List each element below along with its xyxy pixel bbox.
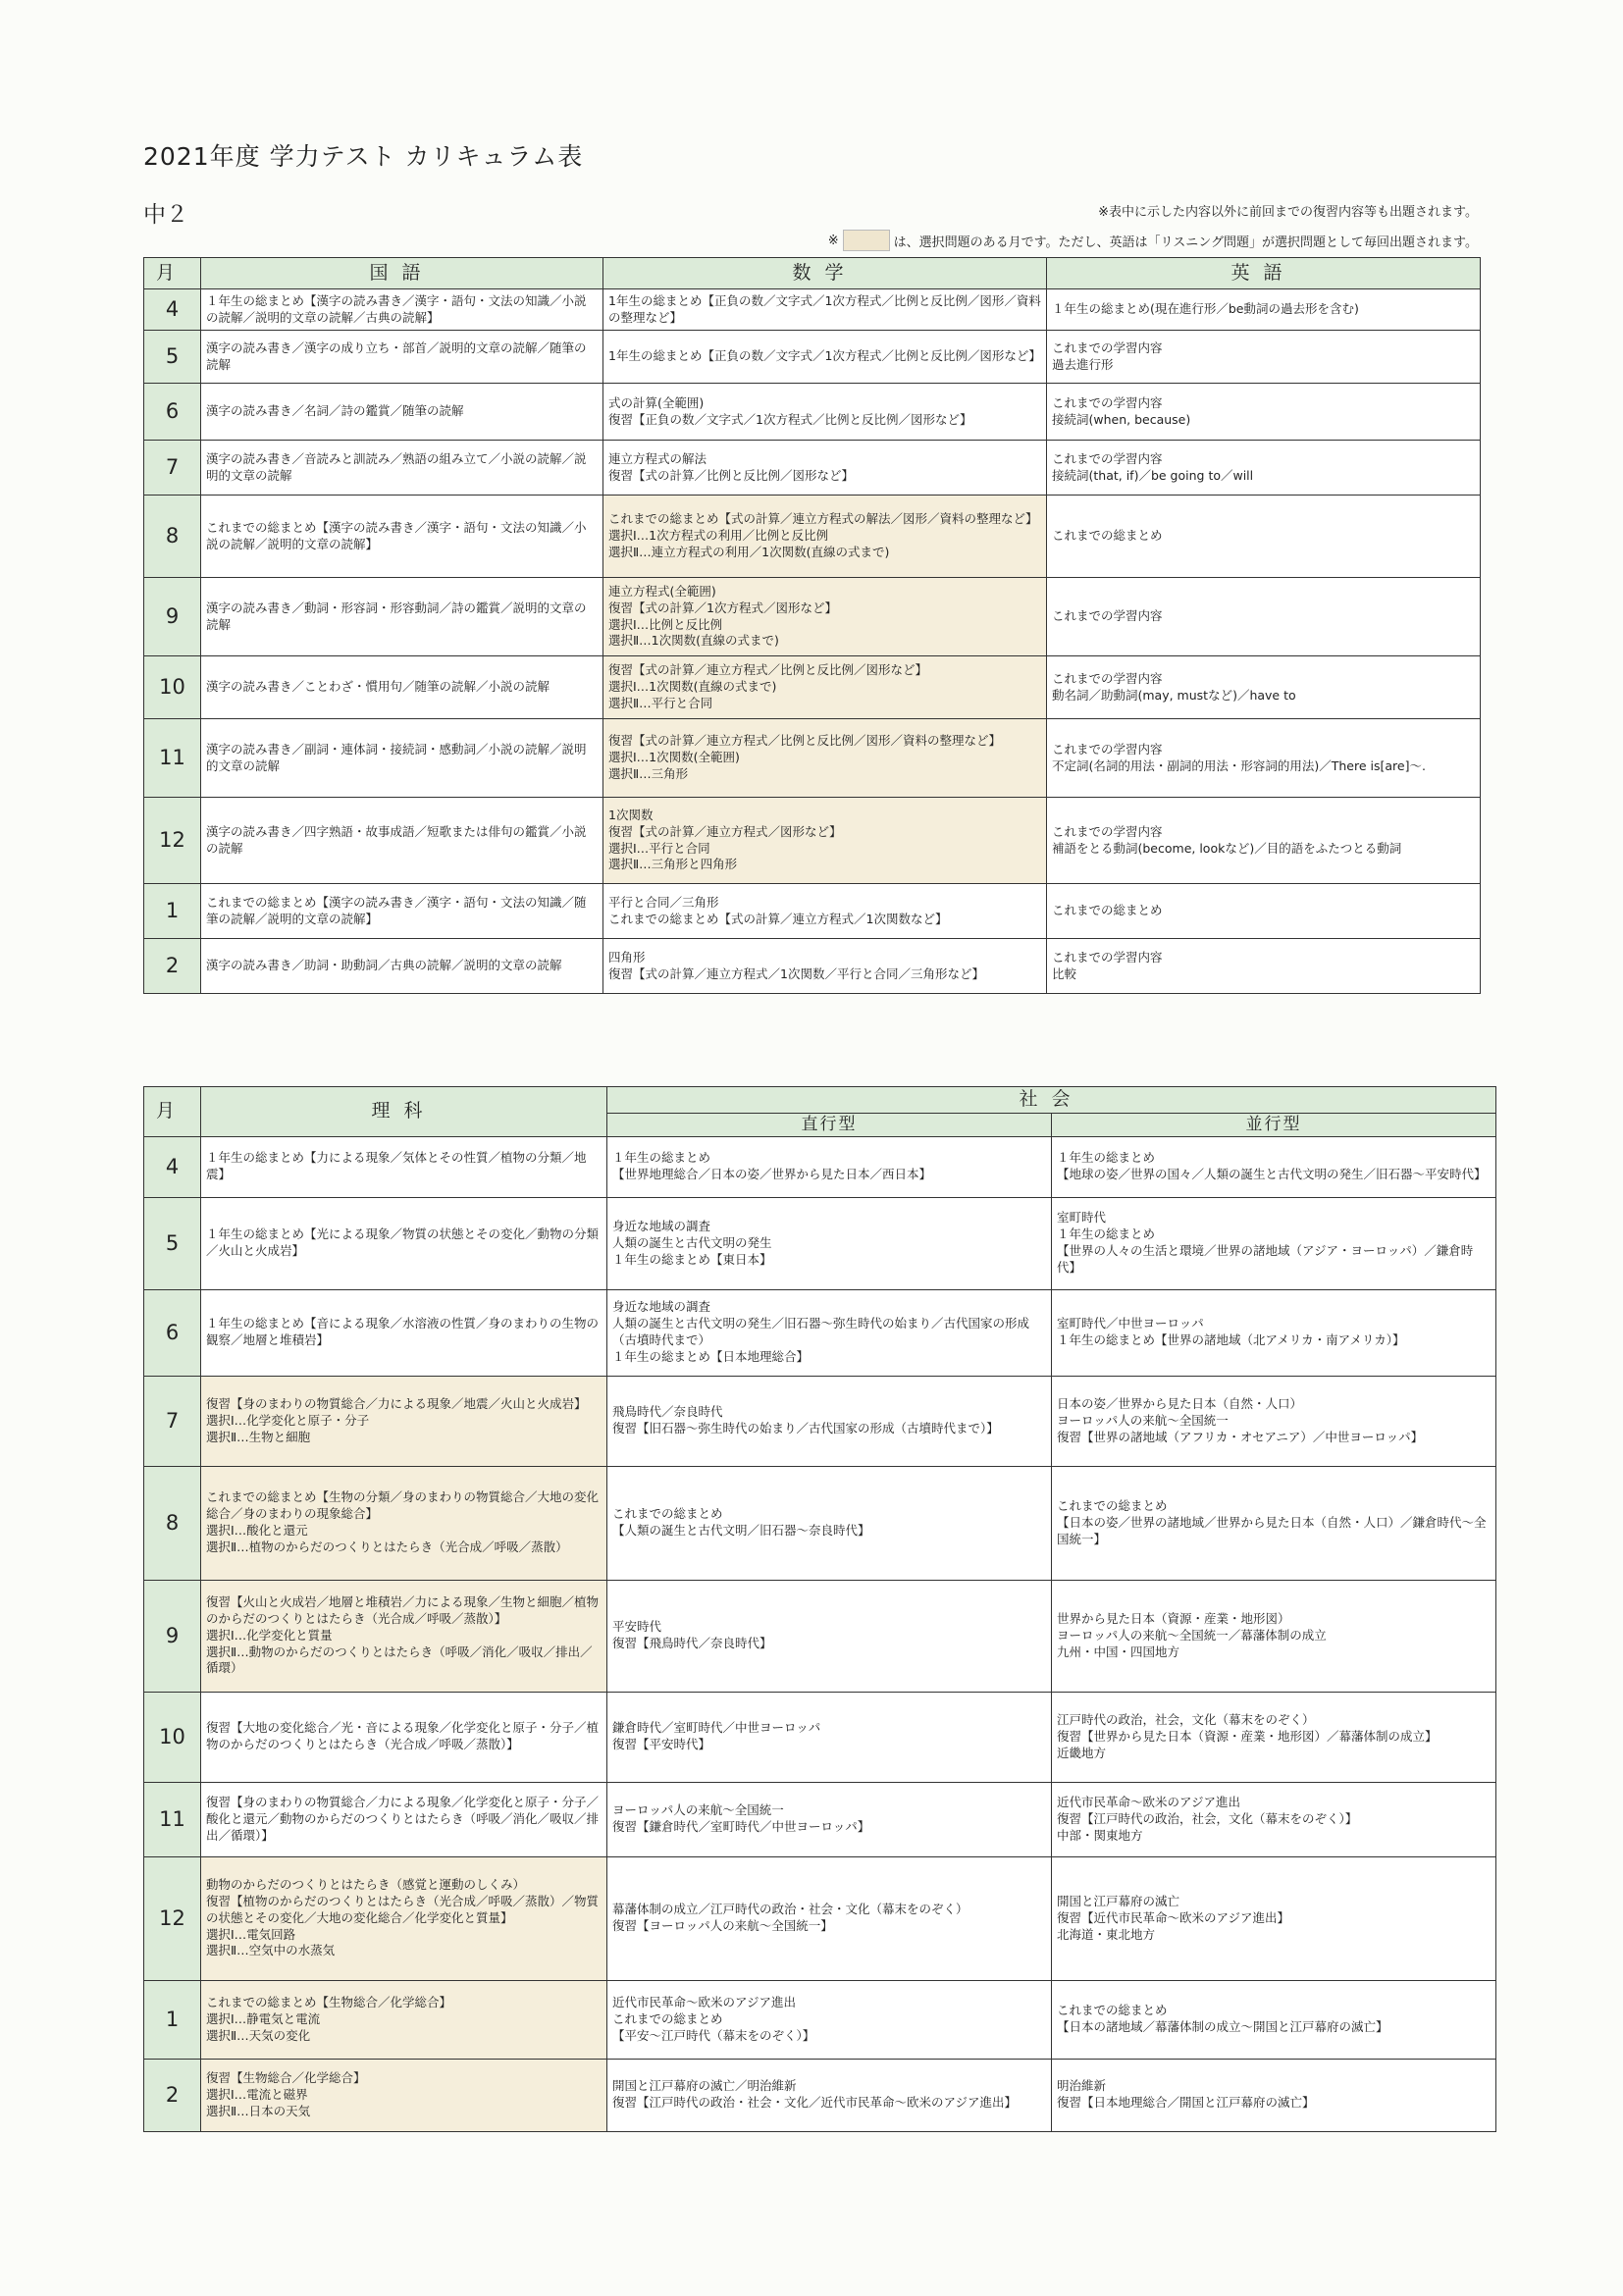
science-cell: 復習【身のまわりの物質総合／力による現象／化学変化と原子・分子／酸化と還元／動物のからだのつくりとはたらき（呼吸／消化／吸収／排出／循環）】 (201, 1782, 607, 1856)
social-heiko-cell: 江戸時代の政治，社会，文化（幕末をのぞく） 復習【世界から見た日本（資源・産業・地形図）／幕藩体制の成立】 近畿地方 (1052, 1692, 1496, 1782)
month-cell: 2 (144, 2059, 201, 2131)
month-cell: 7 (144, 441, 201, 496)
month-header: 月 (144, 258, 201, 289)
math-cell: これまでの総まとめ【式の計算／連立方程式の解法／図形／資料の整理など】 選択Ⅰ…1次方程式の利用／比例と反比例 選択Ⅱ…連立方程式の利用／1次関数(直線の式まで) (603, 496, 1047, 578)
table-row (144, 2059, 1496, 2131)
month-cell: 6 (144, 1289, 201, 1376)
social-heiko-cell: 近代市民革命～欧米のアジア進出 復習【江戸時代の政治，社会，文化（幕末をのぞく）】 中部・関東地方 (1052, 1782, 1496, 1856)
science-cell: これまでの総まとめ【生物総合／化学総合】 選択Ⅰ…静電気と電流 選択Ⅱ…天気の変化 (201, 1980, 607, 2059)
page-title: 2021年度 学力テスト カリキュラム表 (143, 142, 584, 171)
science-cell: 動物のからだのつくりとはたらき（感覚と運動のしくみ） 復習【植物のからだのつくりとはたらき（光合成／呼吸／蒸散）／物質の状態とその変化／大地の変化総合／化学変化と質量】 選択Ⅰ…電気回路 選択Ⅱ…空気中の水蒸気 (201, 1856, 607, 1980)
science-cell: 復習【火山と火成岩／地層と堆積岩／力による現象／生物と細胞／植物のからだのつくりとはたらき（光合成／呼吸／蒸散）】 選択Ⅰ…化学変化と質量 選択Ⅱ…動物のからだのつくりとはたらき（呼吸／消化／吸収／排出／循環） (201, 1580, 607, 1692)
social-heiko-cell: 室町時代／中世ヨーロッパ １年生の総まとめ【世界の諸地域（北アメリカ・南アメリカ）】 (1052, 1289, 1496, 1376)
curriculum-table-1 (143, 257, 1481, 994)
science-cell: １年生の総まとめ【力による現象／気体とその性質／植物の分類／地震】 (201, 1136, 607, 1197)
chokko-header: 直行型 (607, 1113, 1052, 1136)
social-heiko-cell: 日本の姿／世界から見た日本（自然・人口） ヨーロッパ人の来航～全国統一 復習【世界の諸地域（アフリカ・オセアニア）／中世ヨーロッパ】 (1052, 1376, 1496, 1466)
month-cell: 11 (144, 1782, 201, 1856)
social-header: 社会 (607, 1087, 1496, 1114)
social-chokko-cell: 鎌倉時代／室町時代／中世ヨーロッパ 復習【平安時代】 (607, 1692, 1052, 1782)
month-cell: 8 (144, 1466, 201, 1580)
selection-swatch (843, 230, 890, 251)
social-heiko-cell: これまでの総まとめ 【日本の姿／世界の諸地域／世界から見た日本（自然・人口）／鎌倉時代～全国統一】 (1052, 1466, 1496, 1580)
month-cell: 6 (144, 384, 201, 441)
grade-label: 中２ (143, 202, 188, 228)
english-cell: これまでの総まとめ (1047, 884, 1481, 939)
month-cell: 4 (144, 289, 201, 331)
month-cell: 12 (144, 1856, 201, 1980)
social-chokko-cell: １年生の総まとめ 【世界地理総合／日本の姿／世界から見た日本／西日本】 (607, 1136, 1052, 1197)
english-header: 英語 (1047, 258, 1481, 289)
month-cell: 9 (144, 578, 201, 656)
math-header: 数学 (603, 258, 1047, 289)
social-chokko-cell: 飛鳥時代／奈良時代 復習【旧石器～弥生時代の始まり／古代国家の形成（古墳時代まで）】 (607, 1376, 1052, 1466)
table-row (144, 798, 1481, 884)
math-cell: 四角形 復習【式の計算／連立方程式／1次関数／平行と合同／三角形など】 (603, 939, 1047, 994)
japanese-cell: 漢字の読み書き／助詞・助動詞／古典の読解／説明的文章の読解 (201, 939, 603, 994)
japanese-cell: 漢字の読み書き／四字熟語・故事成語／短歌または俳句の鑑賞／小説の読解 (201, 798, 603, 884)
month-cell: 10 (144, 656, 201, 719)
japanese-cell: 漢字の読み書き／副詞・連体詞・接続詞・感動詞／小説の読解／説明的文章の読解 (201, 719, 603, 798)
science-cell: 復習【大地の変化総合／光・音による現象／化学変化と原子・分子／植物のからだのつくりとはたらき（光合成／呼吸／蒸散）】 (201, 1692, 607, 1782)
english-cell: これまでの学習内容 (1047, 578, 1481, 656)
english-cell: これまでの学習内容 動名詞／助動詞(may, mustなど)／have to (1047, 656, 1481, 719)
science-cell: 復習【身のまわりの物質総合／力による現象／地震／火山と火成岩】 選択Ⅰ…化学変化と原子・分子 選択Ⅱ…生物と細胞 (201, 1376, 607, 1466)
math-cell: 復習【式の計算／連立方程式／比例と反比例／図形など】 選択Ⅰ…1次関数(直線の式まで) 選択Ⅱ…平行と合同 (603, 656, 1047, 719)
math-cell: 連立方程式の解法 復習【式の計算／比例と反比例／図形など】 (603, 441, 1047, 496)
month-cell: 5 (144, 1197, 201, 1289)
social-heiko-cell: 開国と江戸幕府の滅亡 復習【近代市民革命～欧米のアジア進出】 北海道・東北地方 (1052, 1856, 1496, 1980)
science-cell: １年生の総まとめ【光による現象／物質の状態とその変化／動物の分類／火山と火成岩】 (201, 1197, 607, 1289)
month-cell: 2 (144, 939, 201, 994)
note-mark: ※ (827, 233, 839, 248)
japanese-header: 国語 (201, 258, 603, 289)
table-row (144, 384, 1481, 441)
note-selection (828, 230, 1478, 251)
social-chokko-cell: これまでの総まとめ 【人類の誕生と古代文明／旧石器～奈良時代】 (607, 1466, 1052, 1580)
table-row (144, 1197, 1496, 1289)
math-cell: 1年生の総まとめ【正負の数／文字式／1次方程式／比例と反比例／図形／資料の整理など】 (603, 289, 1047, 331)
japanese-cell: 漢字の読み書き／動詞・形容詞・形容動詞／詩の鑑賞／説明的文章の読解 (201, 578, 603, 656)
social-chokko-cell: 平安時代 復習【飛鳥時代／奈良時代】 (607, 1580, 1052, 1692)
month-cell: 11 (144, 719, 201, 798)
month-cell: 4 (144, 1136, 201, 1197)
table-row (144, 1289, 1496, 1376)
english-cell: これまでの学習内容 接続詞(that, if)／be going to／will (1047, 441, 1481, 496)
japanese-cell: 漢字の読み書き／ことわざ・慣用句／随筆の読解／小説の読解 (201, 656, 603, 719)
table-row (144, 289, 1481, 331)
table-row (144, 1580, 1496, 1692)
japanese-cell: これまでの総まとめ【漢字の読み書き／漢字・語句・文法の知識／随筆の読解／説明的文章の読解】 (201, 884, 603, 939)
social-heiko-cell: 室町時代 １年生の総まとめ 【世界の人々の生活と環境／世界の諸地域（アジア・ヨーロッパ）／鎌倉時代】 (1052, 1197, 1496, 1289)
japanese-cell: 漢字の読み書き／漢字の成り立ち・部首／説明的文章の読解／随筆の読解 (201, 331, 603, 384)
table-row (144, 719, 1481, 798)
english-cell: これまでの学習内容 比較 (1047, 939, 1481, 994)
science-cell: 復習【生物総合／化学総合】 選択Ⅰ…電流と磁界 選択Ⅱ…日本の天気 (201, 2059, 607, 2131)
table-row (144, 939, 1481, 994)
social-chokko-cell: 近代市民革命～欧米のアジア進出 これまでの総まとめ 【平安～江戸時代（幕末をのぞく）】 (607, 1980, 1052, 2059)
month-cell: 1 (144, 884, 201, 939)
math-cell: 連立方程式(全範囲) 復習【式の計算／1次方程式／図形など】 選択Ⅰ…比例と反比例 選択Ⅱ…1次関数(直線の式まで) (603, 578, 1047, 656)
english-cell: １年生の総まとめ(現在進行形／be動詞の過去形を含む) (1047, 289, 1481, 331)
month-cell: 1 (144, 1980, 201, 2059)
table-row (144, 1466, 1496, 1580)
curriculum-table-2 (143, 1086, 1496, 2132)
note-selection-text: は、選択問題のある月です。ただし、英語は「リスニング問題」が選択問題として毎回出題されます。 (893, 235, 1478, 250)
note-previous-content: ※表中に示した内容以外に前回までの復習内容等も出題されます。 (1098, 205, 1478, 220)
table-row (144, 578, 1481, 656)
math-cell: 1次関数 復習【式の計算／連立方程式／図形など】 選択Ⅰ…平行と合同 選択Ⅱ…三角形と四角形 (603, 798, 1047, 884)
math-cell: 復習【式の計算／連立方程式／比例と反比例／図形／資料の整理など】 選択Ⅰ…1次関数(全範囲) 選択Ⅱ…三角形 (603, 719, 1047, 798)
english-cell: これまでの学習内容 補語をとる動詞(become, lookなど)／目的語をふたつとる動詞 (1047, 798, 1481, 884)
math-cell: 1年生の総まとめ【正負の数／文字式／1次方程式／比例と反比例／図形など】 (603, 331, 1047, 384)
math-cell: 式の計算(全範囲) 復習【正負の数／文字式／1次方程式／比例と反比例／図形など】 (603, 384, 1047, 441)
table-row (144, 1856, 1496, 1980)
month-cell: 9 (144, 1580, 201, 1692)
japanese-cell: 漢字の読み書き／名詞／詩の鑑賞／随筆の読解 (201, 384, 603, 441)
science-header: 理科 (201, 1087, 607, 1137)
table-row (144, 441, 1481, 496)
english-cell: これまでの学習内容 接続詞(when, because) (1047, 384, 1481, 441)
japanese-cell: １年生の総まとめ【漢字の読み書き／漢字・語句・文法の知識／小説の読解／説明的文章の読解／古典の読解】 (201, 289, 603, 331)
social-chokko-cell: 開国と江戸幕府の滅亡／明治維新 復習【江戸時代の政治・社会・文化／近代市民革命～欧米のアジア進出】 (607, 2059, 1052, 2131)
month-cell: 7 (144, 1376, 201, 1466)
table-row (144, 1136, 1496, 1197)
english-cell: これまでの総まとめ (1047, 496, 1481, 578)
social-heiko-cell: 明治維新 復習【日本地理総合／開国と江戸幕府の滅亡】 (1052, 2059, 1496, 2131)
month-header: 月 (144, 1087, 201, 1137)
social-chokko-cell: 身近な地域の調査 人類の誕生と古代文明の発生 １年生の総まとめ【東日本】 (607, 1197, 1052, 1289)
table-row (144, 331, 1481, 384)
table-row (144, 884, 1481, 939)
science-cell: １年生の総まとめ【音による現象／水溶液の性質／身のまわりの生物の観察／地層と堆積岩】 (201, 1289, 607, 1376)
month-cell: 8 (144, 496, 201, 578)
science-cell: これまでの総まとめ【生物の分類／身のまわりの物質総合／大地の変化総合／身のまわりの現象総合】 選択Ⅰ…酸化と還元 選択Ⅱ…植物のからだのつくりとはたらき（光合成／呼吸／蒸散） (201, 1466, 607, 1580)
social-chokko-cell: 幕藩体制の成立／江戸時代の政治・社会・文化（幕末をのぞく） 復習【ヨーロッパ人の来航～全国統一】 (607, 1856, 1052, 1980)
japanese-cell: 漢字の読み書き／音読みと訓読み／熟語の組み立て／小説の読解／説明的文章の読解 (201, 441, 603, 496)
math-cell: 平行と合同／三角形 これまでの総まとめ【式の計算／連立方程式／1次関数など】 (603, 884, 1047, 939)
month-cell: 5 (144, 331, 201, 384)
month-cell: 12 (144, 798, 201, 884)
heiko-header: 並行型 (1052, 1113, 1496, 1136)
social-chokko-cell: ヨーロッパ人の来航～全国統一 復習【鎌倉時代／室町時代／中世ヨーロッパ】 (607, 1782, 1052, 1856)
table-row (144, 656, 1481, 719)
month-cell: 10 (144, 1692, 201, 1782)
english-cell: これまでの学習内容 不定詞(名詞的用法・副詞的用法・形容詞的用法)／There is[are]～. (1047, 719, 1481, 798)
japanese-cell: これまでの総まとめ【漢字の読み書き／漢字・語句・文法の知識／小説の読解／説明的文章の読解】 (201, 496, 603, 578)
table-row (144, 1376, 1496, 1466)
social-heiko-cell: １年生の総まとめ 【地球の姿／世界の国々／人類の誕生と古代文明の発生／旧石器～平安時代】 (1052, 1136, 1496, 1197)
table-row (144, 1782, 1496, 1856)
table-row (144, 1692, 1496, 1782)
table-row (144, 496, 1481, 578)
social-heiko-cell: これまでの総まとめ 【日本の諸地域／幕藩体制の成立～開国と江戸幕府の滅亡】 (1052, 1980, 1496, 2059)
table-row (144, 1980, 1496, 2059)
english-cell: これまでの学習内容 過去進行形 (1047, 331, 1481, 384)
social-heiko-cell: 世界から見た日本（資源・産業・地形図） ヨーロッパ人の来航～全国統一／幕藩体制の成立 九州・中国・四国地方 (1052, 1580, 1496, 1692)
social-chokko-cell: 身近な地域の調査 人類の誕生と古代文明の発生／旧石器～弥生時代の始まり／古代国家の形成（古墳時代まで） １年生の総まとめ【日本地理総合】 (607, 1289, 1052, 1376)
